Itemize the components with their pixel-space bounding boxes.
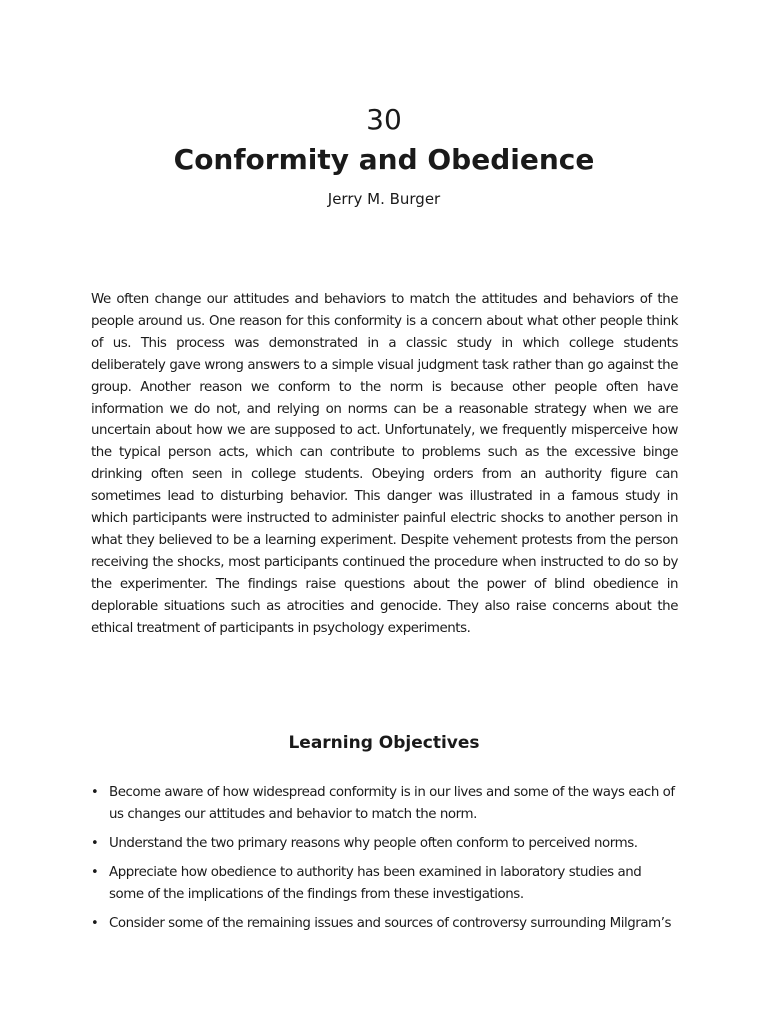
learning-objective-text: Understand the two primary reasons why people often conform to perceived norms.	[109, 836, 638, 851]
bullet-icon: •	[91, 916, 99, 931]
chapter-abstract: We often change our attitudes and behaviors to match the attitudes and behaviors of the people around us. One reason for this conformity is a concern about what other people think of us. This process was demonstrated in a classic study in which college students deliberately gave wrong answers to a simple visual judgment task rather than go against the group. Another reason we conform to the norm is because other people often have information we do not, and relying on norms can be a reasonable strategy when we are uncertain about how we are supposed to act. Unfortunately, we frequently misperceive how the typical person acts, which can contribute to problems such as the excessive binge drinking often seen in college students. Obeying orders from an authority figure can sometimes lead to disturbing behavior. This danger was illustrated in a famous study in which participants were instructed to administer painful electric shocks to another person in what they believed to be a learning experiment. Despite vehement protests from the person receiving the shocks, most participants continued the procedure when instructed to do so by the experimenter. The findings raise questions about the power of blind obedience in deplorable situations such as atrocities and genocide. They also raise concerns about the ethical treatment of participants in psychology experiments.	[91, 292, 678, 636]
learning-objective-item	[91, 862, 678, 906]
bullet-icon: •	[91, 836, 99, 851]
learning-objective-item	[91, 782, 678, 826]
learning-objective-item	[91, 913, 678, 935]
chapter-number: 30	[366, 103, 402, 136]
bullet-icon: •	[91, 865, 99, 880]
learning-objectives-heading: Learning Objectives	[288, 733, 480, 753]
learning-objective-text: Become aware of how widespread conformity is in our lives and some of the ways each of us changes our attitudes and behavior to match the norm.	[109, 785, 675, 822]
chapter-title: Conformity and Obedience	[173, 143, 595, 176]
chapter-author: Jerry M. Burger	[327, 190, 441, 208]
learning-objective-text: Consider some of the remaining issues and sources of controversy surrounding Milgram’s	[109, 916, 672, 931]
learning-objective-text: Appreciate how obedience to authority has been examined in laboratory studies and some of the implications of the findings from these investigations.	[109, 865, 642, 902]
learning-objectives-list	[91, 782, 678, 942]
bullet-icon: •	[91, 785, 99, 800]
learning-objective-item	[91, 833, 678, 855]
